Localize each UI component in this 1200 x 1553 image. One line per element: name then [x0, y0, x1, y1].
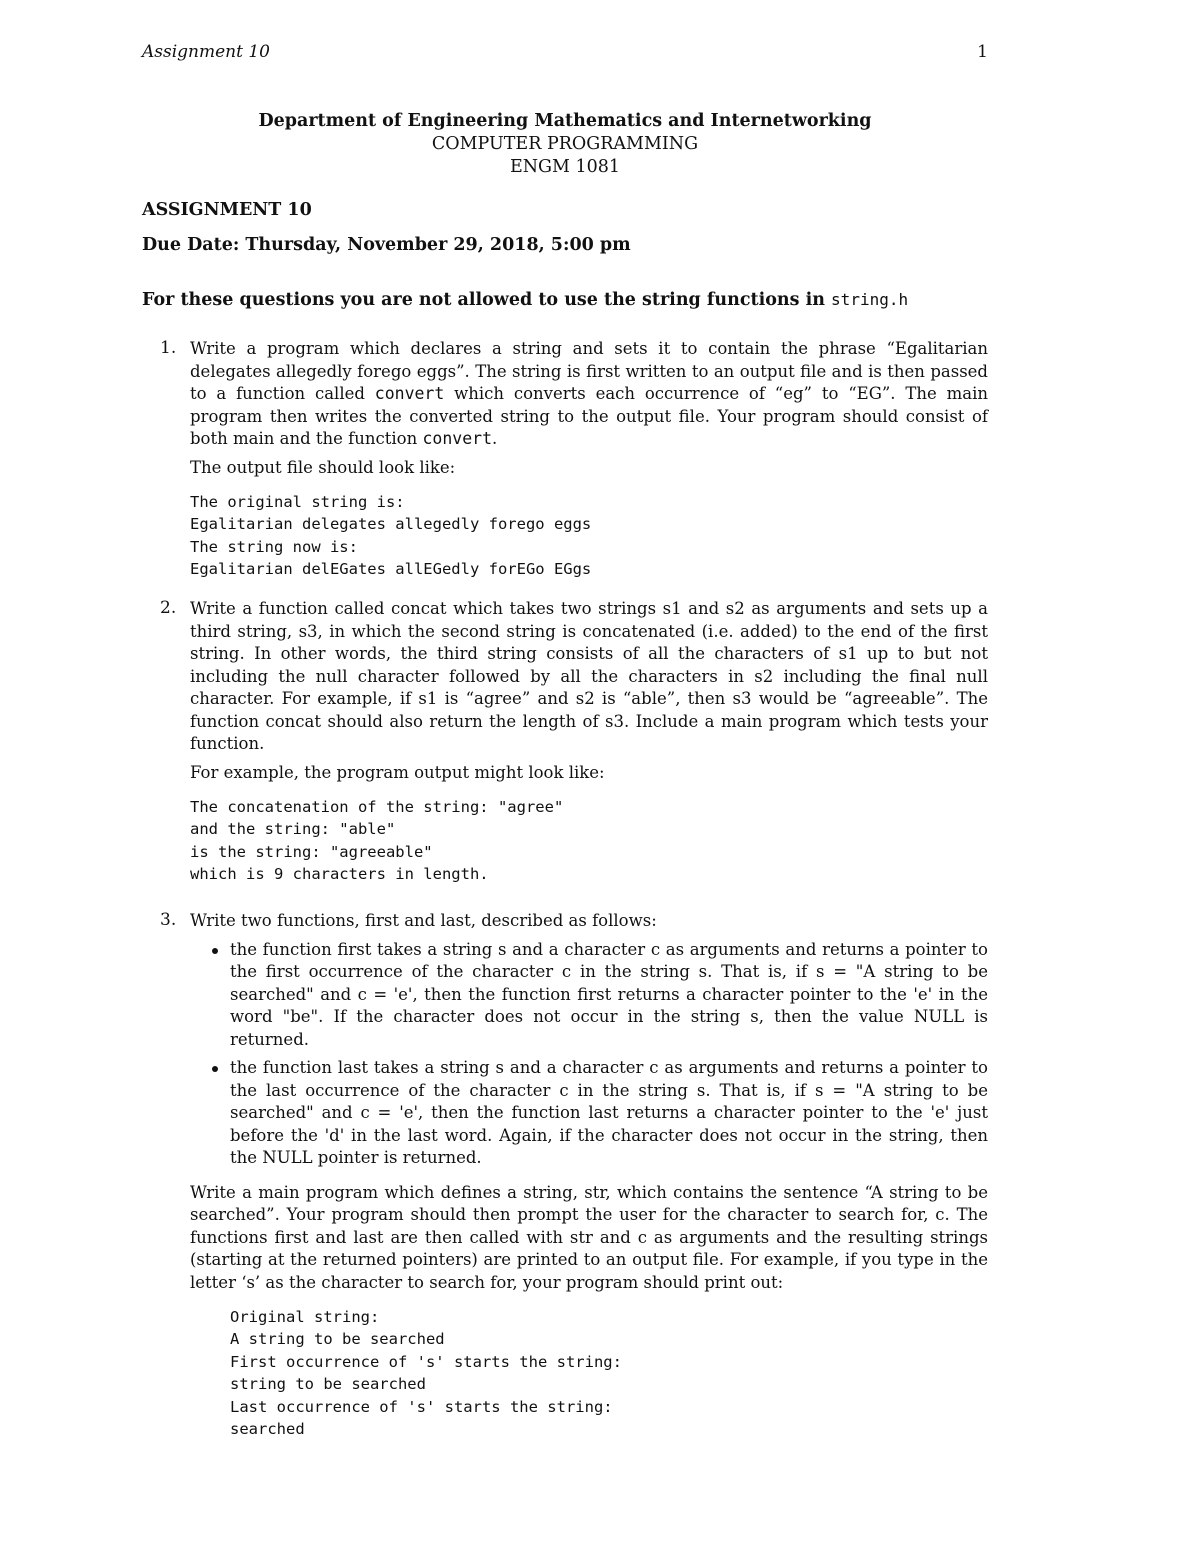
title-block: [142, 110, 988, 179]
running-header: [142, 42, 988, 66]
main-program-text: Write a main program which defines a string, str, which contains the sentence “A string to be searched”. Your program should then prompt the user for the character to search for, c. The functions first and last are then called with str and c as arguments and the resulting strings (starting at the returned pointers) are printed to an output file. For example, if you type in the letter ‘s’ as the character to search for, your program should print out:: [190, 1182, 988, 1292]
assignment-label: ASSIGNMENT 10: [142, 200, 312, 220]
sample-output: Original string: A string to be searched First occurrence of 's' starts the string: string to be searched Last occurrence of 's' starts the string: searched: [230, 1308, 622, 1439]
question-3: [160, 910, 988, 1440]
course-name: COMPUTER PROGRAMMING: [431, 134, 699, 154]
bullet-last: the function last takes a string s and a character c as arguments and returns a pointer to the last occurrence of the character c in the string s. That is, if s = "A string to be searched" and c = 'e', then the function last returns a character pointer to the 'e' just before the 'd' in the last word. Again, if the character does not occur in the string, then the NULL pointer is returned.: [230, 1057, 988, 1170]
page-number: 1: [977, 42, 988, 62]
sample-output: The original string is: Egalitarian delegates allegedly forego eggs The string now is: Egalitarian delEGates allEGedly forEGo EGgs: [190, 493, 592, 579]
question-text: Write a program which declares a string and sets it to contain the phrase “Egalitarian delegates allegedly forego eggs”. The string is first written to an output file and is then passed to a function called convert which converts each occurrence of “eg” to “EG”. The main program then writes the converted string to the output file. Your program should consist of both main and the function convert.: [190, 339, 988, 448]
question-number: 3.: [160, 910, 177, 930]
question-number: 1.: [160, 338, 177, 358]
header-title: Assignment 10: [142, 42, 270, 62]
bullet-first: the function first takes a string s and a character c as arguments and returns a pointer to the first occurrence of the character c in the string s. That is, if s = "A string to be searched" and c = 'e', then the function first returns a character pointer to the 'e' in the word "be". If the character does not occur in the string s, then the value NULL is returned.: [230, 939, 988, 1052]
course-code: ENGM 1081: [509, 157, 621, 177]
due-date: Due Date: Thursday, November 29, 2018, 5:00 pm: [142, 235, 631, 255]
bullet-icon: [212, 1066, 218, 1072]
question-1: [160, 338, 988, 581]
bullet-icon: [212, 948, 218, 954]
restriction-file: string.h: [831, 290, 909, 309]
output-intro: The output file should look like:: [190, 457, 456, 477]
restriction-note: [142, 290, 988, 310]
sample-output: The concatenation of the string: "agree" and the string: "able" is the string: "agreeable" which is 9 characters in length.: [190, 798, 564, 884]
question-number: 2.: [160, 598, 177, 618]
question-2: [160, 598, 988, 886]
department-name: Department of Engineering Mathematics and Internetworking: [258, 111, 872, 131]
output-intro: For example, the program output might look like:: [190, 762, 605, 782]
restriction-text: For these questions you are not allowed to use the string functions in: [142, 290, 825, 310]
question-intro: Write two functions, first and last, described as follows:: [190, 911, 657, 930]
question-text: Write a function called concat which takes two strings s1 and s2 as arguments and sets up a third string, s3, in which the second string is concatenated (i.e. added) to the end of the first string. In other words, the third string consists of all the characters of s1 up to but not including the null character followed by all the characters in s2 including the final null character. For example, if s1 is “agree” and s2 is “able”, then s3 would be “agreeable”. The function concat should also return the length of s3. Include a main program which tests your function.: [190, 599, 988, 753]
